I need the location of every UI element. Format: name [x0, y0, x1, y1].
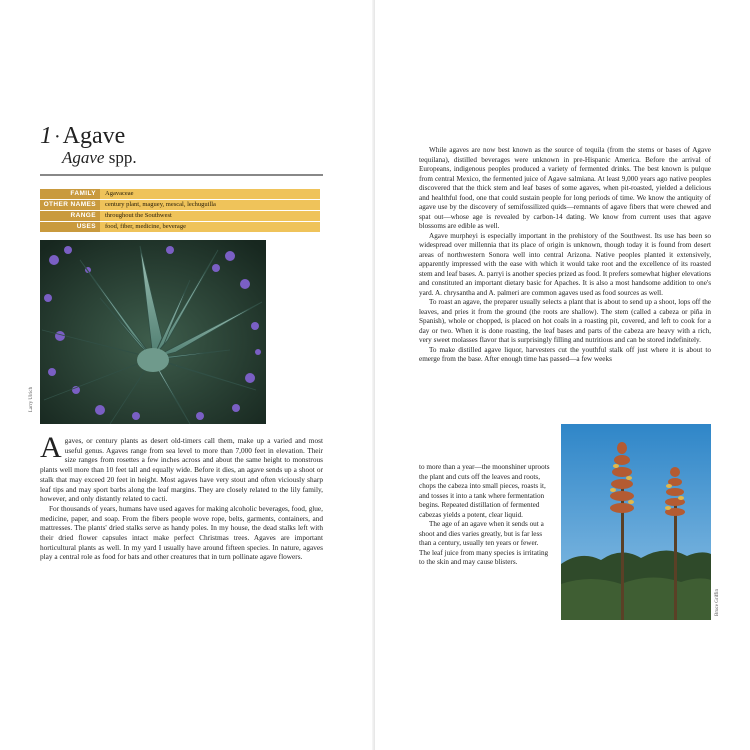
info-label: USES — [40, 222, 100, 232]
scientific-genus: Agave — [62, 148, 105, 167]
info-value: throughout the Southwest — [100, 211, 320, 221]
agave-photo — [40, 240, 266, 424]
info-label: RANGE — [40, 211, 100, 221]
paragraph: to more than a year—the moonshiner uproots the plant and cuts off the leaves and roots, chops the cabeza into small pieces, roasts it, and tosses it into a tank where fermentation begins. Repeated distillation of fermented cabezas yields a potent, clear liquid. — [419, 463, 550, 519]
info-row-family — [40, 189, 320, 199]
scientific-suffix: spp. — [104, 148, 137, 167]
info-table — [40, 189, 320, 233]
right-narrow-text — [419, 463, 551, 568]
info-label: FAMILY — [40, 189, 100, 199]
paragraph: To make distilled agave liquor, harvesters cut the youthful stalk off just where it is about to emerge from the base. After enough time has passed—a few weeks — [419, 345, 711, 363]
paragraph: The age of an agave when it sends out a shoot and dies varies greatly, but is far less than a century, usually ten years or fewer. The leaf juice from many species is irritating to the skin and may cause blisters. — [419, 520, 549, 566]
drop-cap: A — [40, 431, 62, 464]
right-page — [375, 0, 750, 750]
info-value: Agavaceae — [100, 189, 320, 199]
paragraph: For thousands of years, humans have used agaves for making alcoholic beverages, food, glue, medicine, paper, and soap. From the fibers people wove rope, belts, garments, containers, and mattresses. The plants' dried stalks serve as handy poles. In my house, the dead stalks left with their dried flower capsules intact make perfect Christmas trees. Agaves are important horticultural plants as well. In my yard I usually have around fifteen species. In nature, agaves play a central role as food for bats and other creatures that in turn pollinate agave flowers. — [40, 503, 323, 562]
right-body-text — [419, 146, 711, 365]
paragraph: While agaves are now best known as the source of tequila (from the stems or bases of Agave tequilana), distilled beverages were unknown in pre-Hispanic America. Before the arrival of Europeans, indigenous peoples produced a variety of fermented drinks. The best known is pulque from central Mexico, the fermented juice of Agave salmiana. At least 9,000 years ago native peoples discovered that the thick stem and leaf bases of some agaves, when pit-roasted, yielded a delicious and healthful food, one that could sustain people for long periods of time. We know the antiquity of agave use by the discovery of semifossilized quids—remnants of agave fibers that were chewed and spat out—whose age is revealed by carbon-14 dating. We know from current uses that agave blossoms are edible as well. — [419, 146, 711, 230]
paragraph-text: gaves, or century plants as desert old-timers call them, make up a varied and most useful genus. Agaves range from sea level to more than 7,000 feet in elevation. Their size ranges from rosettes a few inches across and about the same height to monstrous plants well more than 10 feet tall and equally wide. Before it dies, an agave sends up a shoot or stalk that may exceed 20 feet in height. Most agaves have very stout and often viciously sharp leaf tips and may sport barbs along the leaf margins. They are closely related to the lily family, however, and only distantly related to cacti. — [40, 436, 323, 504]
common-name: Agave — [62, 123, 126, 149]
chapter-title — [40, 124, 125, 148]
paragraph: Agave murpheyi is especially important in the prehistory of the Southwest. Its use has been so widespread over millennia that its place of origin is unknown, though today it is found from desert areas of northwestern Sonora well into central Arizona. Native peoples planted it extensively, apparently impressed with the ease with which it would take root and the excellence of its roasted stem and leaf bases. A. parryi is another species prized as food. It prefers somewhat higher elevations and constituted an important dietary basic for Apaches. It is also a most handsome addition to one's yard. A. chrysantha and A. palmeri are common agaves used as food sources as well. — [419, 231, 711, 297]
photo-credit: Bruce Griffin — [715, 589, 720, 616]
info-row-other-names — [40, 200, 320, 210]
scientific-name — [62, 148, 137, 168]
paragraph: To roast an agave, the preparer usually selects a plant that is about to send up a shoot, lops off the leaves, and pries it from the ground (the roots are shallow). The stem (called a cabeza or piña in Spanish), whole or chopped, is placed on hot coals in a roasting pit, covered, and left to cook for a day or two. When it is done roasting, the leaf bases and parts of the cabeza are heavy with a rich, very sweet molasses flavor that is surprisingly filling and nutritious and can be stored indefinitely. — [419, 298, 711, 344]
info-row-uses — [40, 222, 320, 232]
title-separator: · — [54, 126, 61, 148]
info-label: OTHER NAMES — [40, 200, 100, 210]
info-value: food, fiber, medicine, beverage — [100, 222, 320, 232]
paragraph — [40, 431, 323, 504]
title-rule — [40, 174, 323, 176]
chapter-number: 1 — [40, 123, 52, 149]
info-row-range — [40, 211, 320, 221]
left-body-text — [40, 431, 323, 562]
photo-credit: Larry Ulrich — [29, 386, 34, 412]
info-value: century plant, maguey, mescal, lechuguilla — [100, 200, 320, 210]
agave-bloom-photo — [561, 424, 711, 620]
